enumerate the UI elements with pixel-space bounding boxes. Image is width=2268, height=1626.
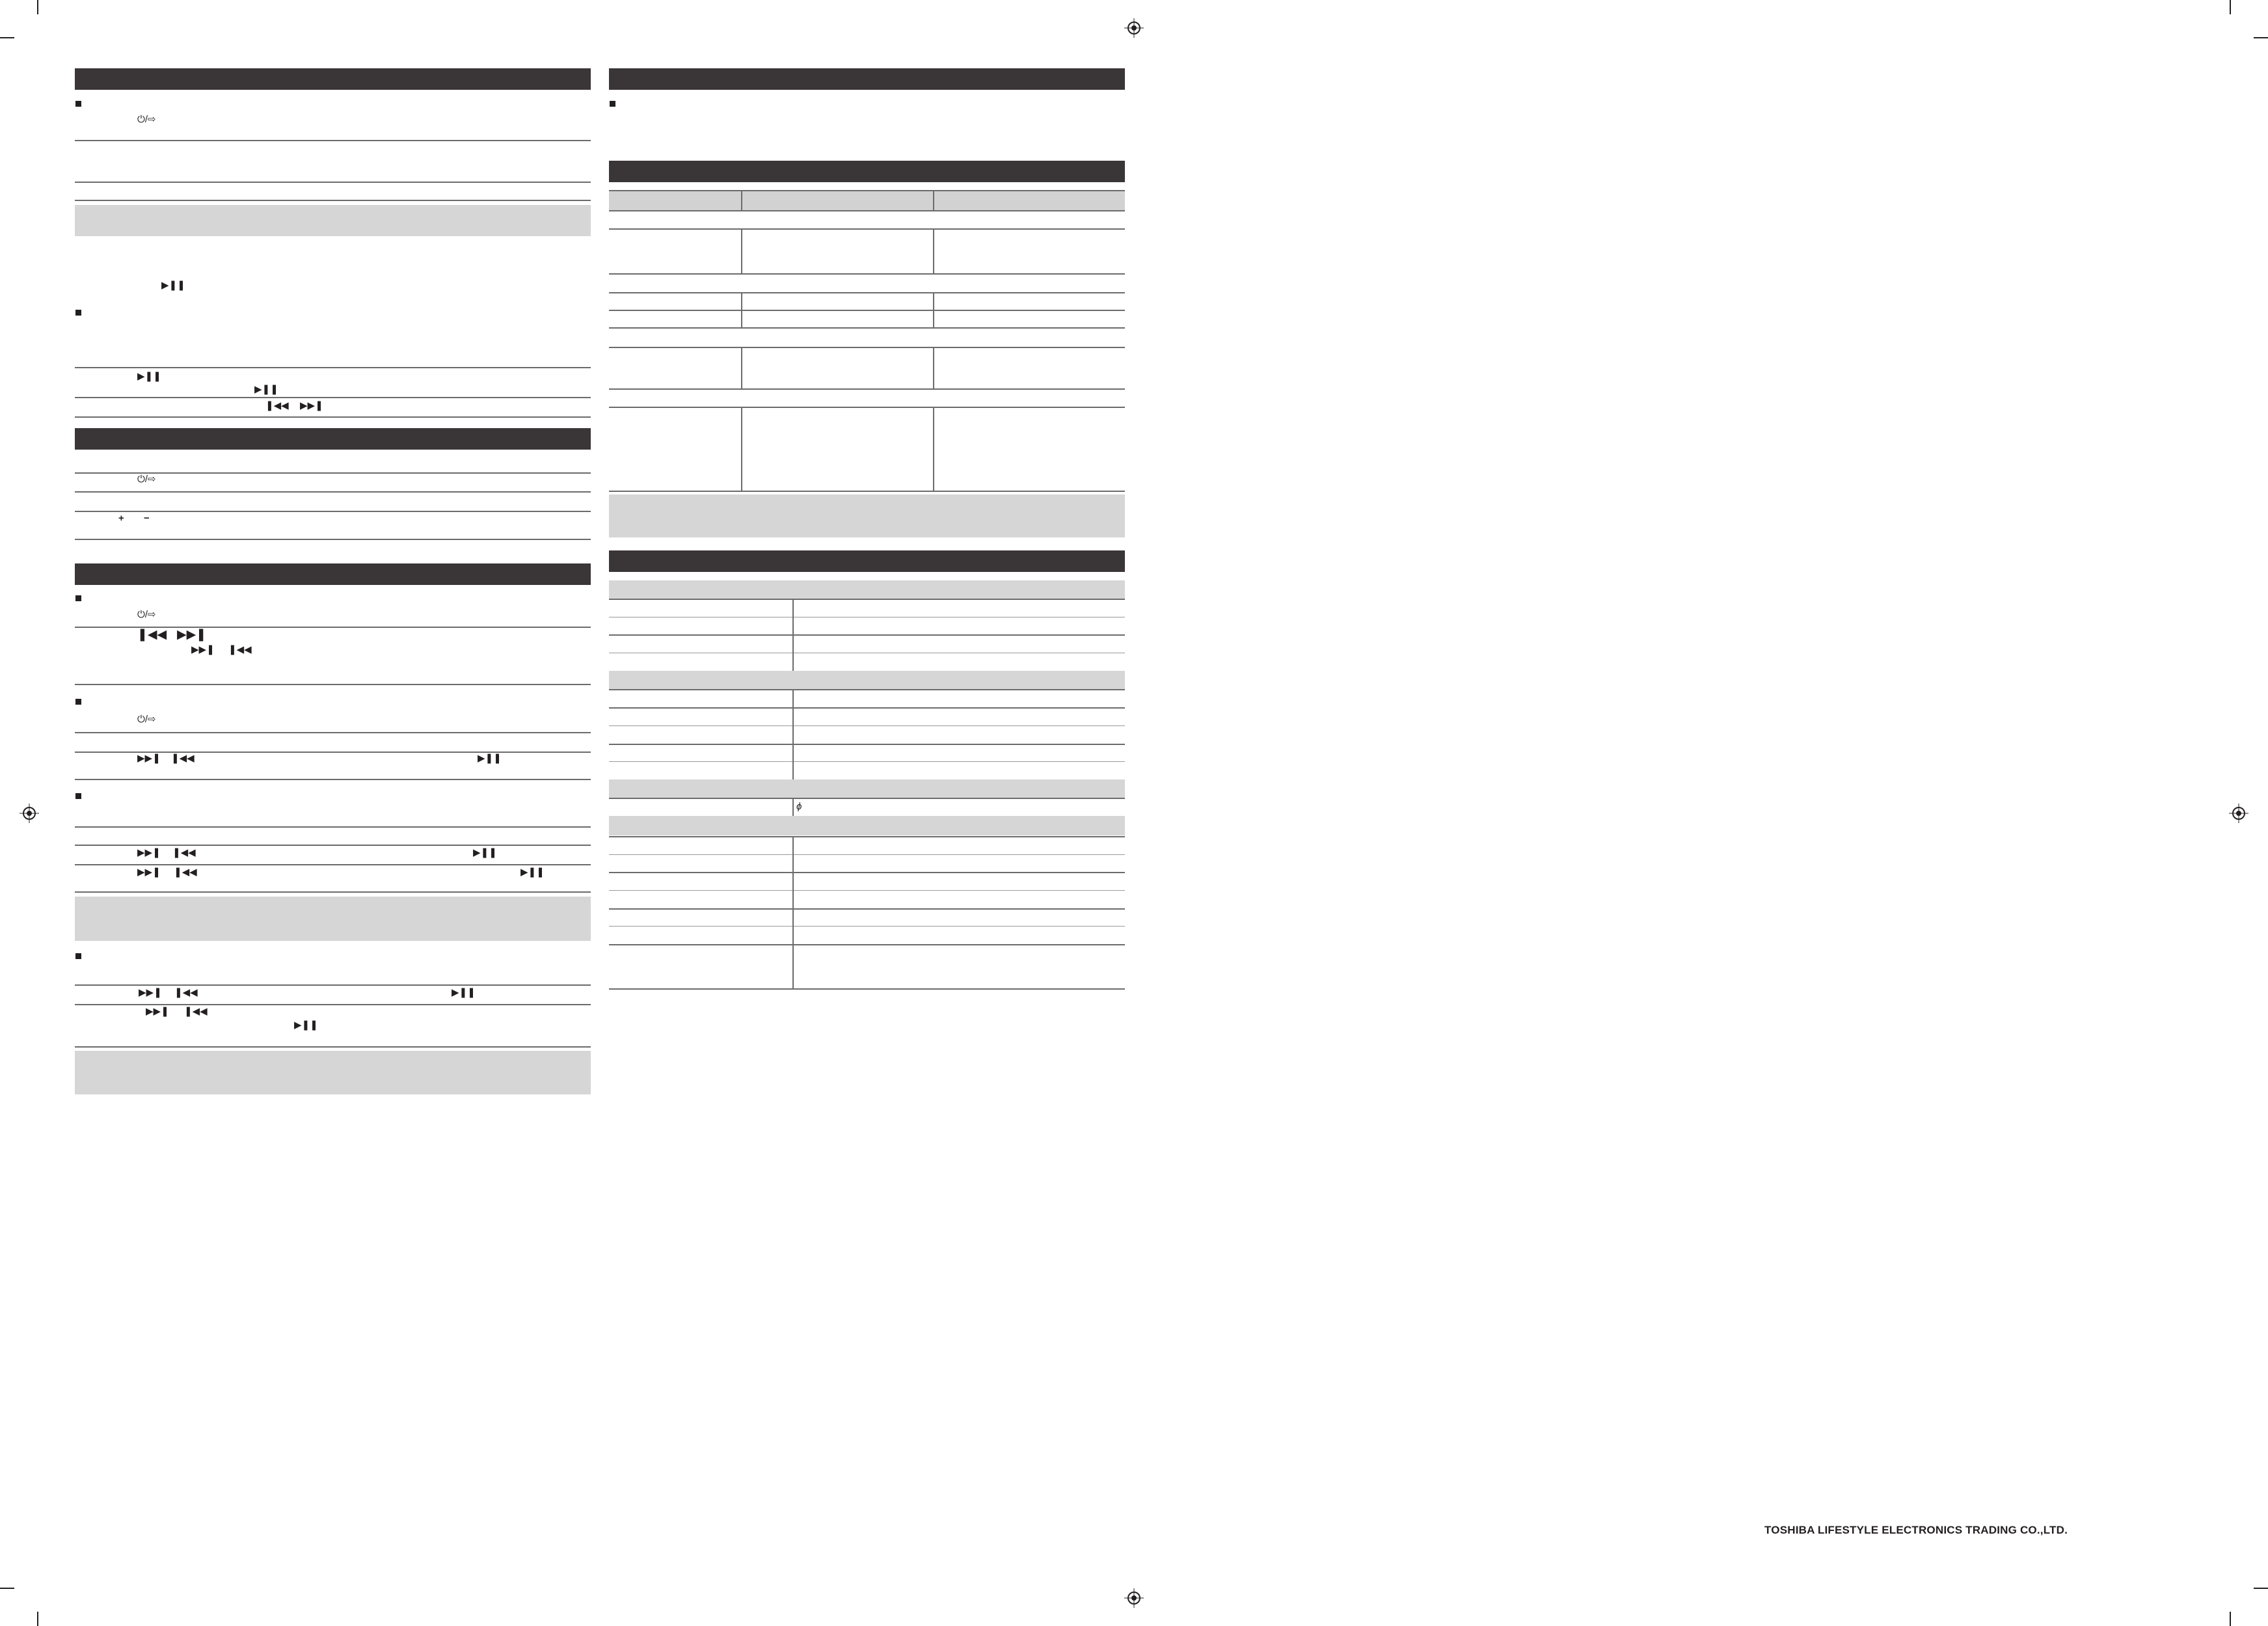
crop-mark-tr-v	[2230, 0, 2231, 14]
rule	[609, 854, 1125, 855]
next-icon: ▶▶❚	[191, 644, 215, 655]
crop-mark-bl-v	[37, 1612, 38, 1626]
bullet-square	[75, 953, 81, 959]
rule	[609, 872, 1125, 873]
diameter-symbol: ϕ	[796, 801, 802, 812]
rule	[75, 1046, 591, 1048]
rule	[75, 845, 591, 846]
rule	[609, 744, 1125, 745]
column-divider	[933, 191, 934, 210]
prev-icon: ❚◀◀	[265, 400, 289, 411]
column-divider	[741, 347, 742, 388]
rule	[75, 182, 591, 183]
prev-icon: ❚◀◀	[137, 628, 167, 642]
column-divider	[933, 347, 934, 388]
column-divider	[741, 407, 742, 491]
rule	[609, 327, 1125, 329]
column-divider	[792, 599, 794, 671]
power-standby-icon: ⏻/⇨	[137, 609, 156, 620]
section-header-bar-3	[75, 563, 591, 585]
next-icon: ▶▶❚	[146, 1006, 169, 1017]
note-panel-4	[609, 495, 1125, 537]
play-pause-icon: ▶❚❚	[478, 753, 502, 764]
column-divider	[741, 292, 742, 327]
rule	[609, 725, 1125, 726]
play-pause-icon: ▶❚❚	[161, 280, 185, 291]
prev-icon: ❚◀◀	[174, 987, 198, 998]
rule	[609, 190, 1125, 191]
rule	[609, 944, 1125, 945]
crop-mark-bl-h	[0, 1588, 14, 1589]
bullet-square	[75, 310, 81, 316]
power-standby-icon: ⏻/⇨	[137, 714, 156, 725]
rule	[609, 836, 1125, 837]
rule	[75, 140, 591, 141]
rule	[609, 273, 1125, 275]
company-name: TOSHIBA LIFESTYLE ELECTRONICS TRADING CO.,LTD.	[1764, 1524, 2068, 1536]
rule	[609, 926, 1125, 927]
registration-mark-left	[20, 804, 39, 823]
spec-group-header-4	[609, 816, 1125, 835]
rule	[609, 228, 1125, 230]
rule	[609, 634, 1125, 636]
bullet-square	[75, 595, 81, 601]
rule	[609, 491, 1125, 492]
rule	[609, 761, 1125, 762]
section-header-bar-6	[609, 550, 1125, 572]
next-icon: ▶▶❚	[137, 753, 161, 764]
registration-mark-right	[2229, 804, 2248, 823]
volume-minus-icon: −	[144, 513, 150, 524]
rule	[75, 891, 591, 893]
column-divider	[741, 228, 742, 273]
section-header-bar-2	[75, 428, 591, 450]
play-pause-icon: ▶❚❚	[254, 384, 278, 395]
crop-mark-tl-h	[0, 37, 14, 38]
section-header-bar-4	[609, 68, 1125, 90]
rule	[75, 984, 591, 986]
play-pause-icon: ▶❚❚	[520, 867, 545, 878]
rule	[75, 1004, 591, 1005]
next-icon: ▶▶❚	[177, 628, 207, 642]
play-pause-icon: ▶❚❚	[137, 371, 161, 382]
spec-group-header-3	[609, 779, 1125, 798]
rule	[609, 210, 1125, 211]
rule	[609, 890, 1125, 891]
column-divider	[933, 292, 934, 327]
rule	[609, 407, 1125, 408]
bullet-square	[75, 699, 81, 705]
play-pause-icon: ▶❚❚	[473, 847, 497, 858]
column-divider	[933, 407, 934, 491]
rule	[75, 367, 591, 368]
prev-icon: ❚◀◀	[172, 847, 196, 858]
volume-plus-icon: +	[118, 513, 124, 524]
rule	[609, 310, 1125, 311]
rule	[609, 292, 1125, 293]
rule	[75, 397, 591, 398]
column-divider	[933, 228, 934, 273]
rule	[609, 908, 1125, 910]
play-pause-icon: ▶❚❚	[294, 1020, 318, 1031]
rule	[75, 864, 591, 865]
column-divider	[741, 191, 742, 210]
section-header-bar-1	[75, 68, 591, 90]
crop-mark-tr-h	[2254, 37, 2268, 38]
column-divider	[792, 689, 794, 779]
prev-icon: ❚◀◀	[184, 1006, 208, 1017]
registration-mark-top	[1124, 18, 1144, 38]
prev-icon: ❚◀◀	[174, 867, 197, 878]
bullet-square	[75, 101, 81, 107]
rule	[75, 416, 591, 418]
rule	[609, 798, 1125, 799]
rule	[75, 539, 591, 540]
column-divider	[792, 798, 794, 816]
rule	[75, 779, 591, 780]
column-divider	[792, 836, 794, 988]
rule	[75, 491, 591, 493]
crop-mark-br-v	[2230, 1612, 2231, 1626]
rule	[609, 347, 1125, 348]
bullet-square	[75, 793, 81, 799]
spec-group-header-1	[609, 580, 1125, 599]
section-header-bar-5	[609, 161, 1125, 182]
rule	[75, 732, 591, 733]
crop-mark-tl-v	[37, 0, 38, 14]
rule	[609, 988, 1125, 990]
next-icon: ▶▶❚	[139, 987, 162, 998]
rule	[75, 511, 591, 512]
next-icon: ▶▶❚	[137, 867, 161, 878]
rule	[75, 684, 591, 685]
rule	[609, 388, 1125, 390]
next-icon: ▶▶❚	[300, 400, 323, 411]
rule	[75, 826, 591, 828]
bullet-square	[610, 101, 615, 107]
note-panel-1	[75, 205, 591, 236]
rule	[75, 200, 591, 201]
note-panel-2	[75, 897, 591, 941]
power-standby-icon: ⏻/⇨	[137, 474, 156, 485]
rule	[609, 599, 1125, 600]
next-icon: ▶▶❚	[137, 847, 161, 858]
prev-icon: ❚◀◀	[228, 644, 252, 655]
crop-mark-br-h	[2254, 1588, 2268, 1589]
prev-icon: ❚◀◀	[171, 753, 195, 764]
rule	[609, 689, 1125, 690]
table-header-row	[609, 191, 1125, 210]
spec-group-header-2	[609, 671, 1125, 689]
registration-mark-bottom	[1124, 1588, 1144, 1608]
play-pause-icon: ▶❚❚	[452, 987, 476, 998]
note-panel-3	[75, 1051, 591, 1094]
power-standby-icon: ⏻/⇨	[137, 114, 156, 125]
rule	[609, 707, 1125, 709]
